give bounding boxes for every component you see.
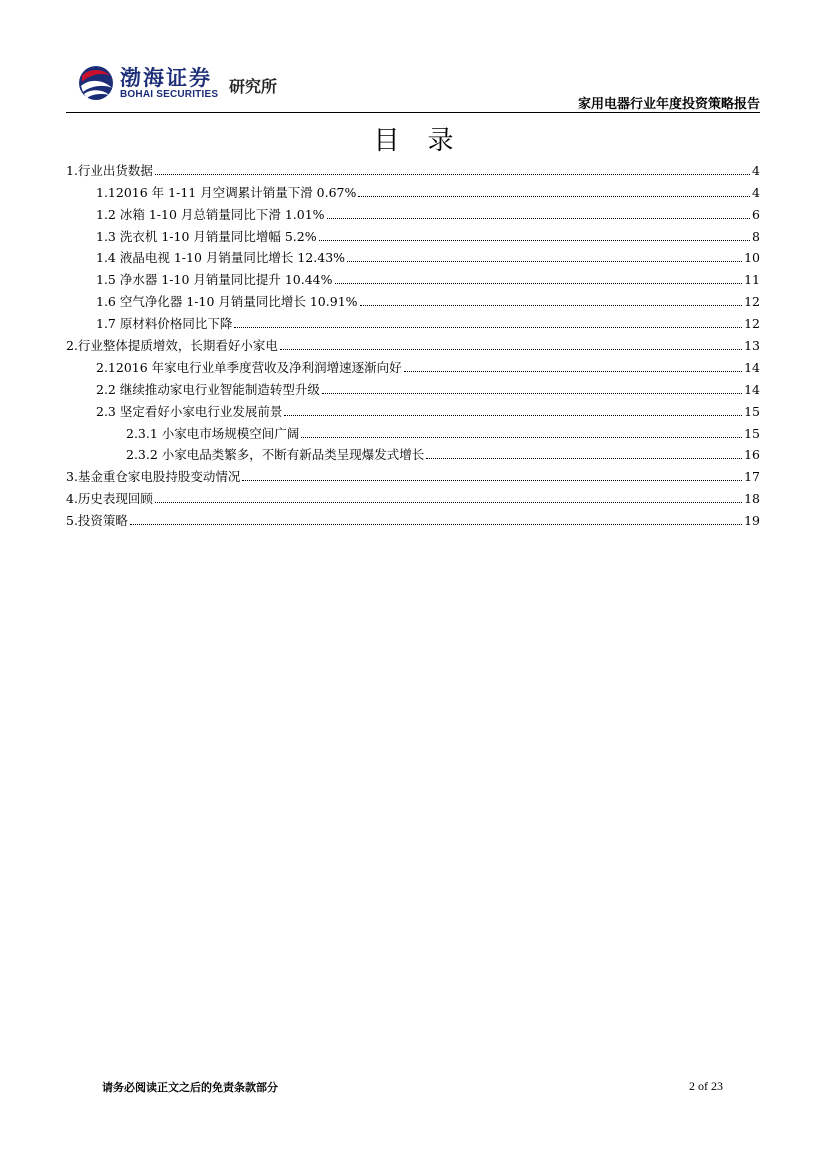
toc-entry-page: 13	[744, 338, 760, 354]
report-title: 家用电器行业年度投资策略报告	[577, 97, 760, 112]
toc-entry[interactable]	[66, 201, 760, 223]
toc-entry-page: 8	[752, 228, 760, 244]
logo-department: 研究所	[229, 77, 278, 96]
toc-entry-label: 2.3.1 小家电市场规模空间广阔	[126, 425, 300, 441]
toc-entry[interactable]	[66, 288, 760, 310]
toc-entry[interactable]	[66, 463, 760, 485]
toc-entry-label: 2.3 坚定看好小家电行业发展前景	[96, 403, 283, 419]
toc-leader-dots	[404, 371, 742, 372]
logo-chinese-name: 渤海证券	[120, 66, 212, 90]
toc-leader-dots	[242, 480, 742, 481]
page-header	[0, 0, 827, 120]
toc-entry[interactable]	[66, 223, 760, 245]
toc-entry[interactable]	[66, 420, 760, 442]
toc-title: 目录	[373, 126, 482, 156]
toc-entry[interactable]	[66, 354, 760, 376]
toc-entry-label: 1.12016 年 1-11 月空调累计销量下滑 0.67%	[96, 184, 357, 200]
toc-leader-dots	[347, 261, 742, 262]
bohai-logo	[78, 58, 223, 106]
toc-entry-page: 4	[752, 162, 760, 178]
toc-entry-label: 1.4 液晶电视 1-10 月销量同比增长 12.43%	[96, 250, 346, 266]
toc-entry[interactable]	[66, 157, 760, 179]
toc-leader-dots	[280, 349, 742, 350]
toc-entry-label: 2.行业整体提质增效，长期看好小家电	[66, 338, 278, 354]
logo-english-name: BOHAI SECURITIES	[120, 89, 219, 100]
toc-leader-dots	[335, 283, 743, 284]
toc-entry-label: 1.2 冰箱 1-10 月总销量同比下滑 1.01%	[96, 206, 325, 222]
toc-entry-page: 4	[752, 184, 760, 200]
toc-leader-dots	[155, 502, 742, 503]
toc-entry-label: 2.2 继续推动家电行业智能制造转型升级	[96, 381, 320, 397]
toc-entry-label: 4.历史表现回顾	[66, 491, 153, 507]
toc-leader-dots	[426, 458, 742, 459]
toc-entry-label: 1.6 空气净化器 1-10 月销量同比增长 10.91%	[96, 294, 358, 310]
footer-disclaimer: 请务必阅读正文之后的免责条款部分	[102, 1081, 278, 1094]
toc-entry-page: 19	[744, 513, 760, 529]
toc-entry-page: 10	[744, 250, 760, 266]
toc-entry[interactable]	[66, 507, 760, 529]
toc-leader-dots	[284, 415, 742, 416]
toc-entry-page: 6	[752, 206, 760, 222]
toc-entry-label: 3.基金重仓家电股持股变动情况	[66, 469, 241, 485]
toc-entry[interactable]	[66, 332, 760, 354]
toc-entry[interactable]	[66, 442, 760, 464]
toc-entry-label: 5.投资策略	[66, 513, 128, 529]
toc-leader-dots	[234, 327, 742, 328]
toc-entry[interactable]	[66, 245, 760, 267]
toc-entry-label: 2.3.2 小家电品类繁多，不断有新品类呈现爆发式增长	[126, 447, 425, 463]
toc-entry[interactable]	[66, 398, 760, 420]
toc-entry[interactable]	[66, 179, 760, 201]
toc-entry-label: 1.3 洗衣机 1-10 月销量同比增幅 5.2%	[96, 228, 317, 244]
toc-entry-page: 12	[744, 294, 760, 310]
footer-page-number: 2 of 23	[689, 1079, 723, 1093]
header-divider	[66, 112, 760, 113]
toc-leader-dots	[130, 524, 742, 525]
toc-entry[interactable]	[66, 310, 760, 332]
toc-entry-label: 1.行业出货数据	[66, 162, 153, 178]
toc-leader-dots	[327, 218, 750, 219]
toc-leader-dots	[360, 305, 743, 306]
toc-entry-label: 1.5 净水器 1-10 月销量同比提升 10.44%	[96, 272, 333, 288]
table-of-contents	[66, 157, 760, 529]
toc-entry-page: 11	[744, 272, 760, 288]
toc-leader-dots	[322, 393, 742, 394]
toc-entry-page: 14	[744, 381, 760, 397]
toc-entry-page: 17	[744, 469, 760, 485]
toc-entry-page: 14	[744, 359, 760, 375]
bohai-logo-icon	[78, 62, 114, 104]
toc-leader-dots	[358, 196, 750, 197]
toc-entry-page: 16	[744, 447, 760, 463]
toc-entry-label: 1.7 原材料价格同比下降	[96, 316, 233, 332]
toc-leader-dots	[319, 240, 750, 241]
toc-entry-page: 15	[744, 403, 760, 419]
toc-entry-page: 15	[744, 425, 760, 441]
toc-leader-dots	[155, 174, 750, 175]
toc-entry[interactable]	[66, 266, 760, 288]
toc-entry-label: 2.12016 年家电行业单季度营收及净利润增速逐渐向好	[96, 359, 402, 375]
toc-entry[interactable]	[66, 376, 760, 398]
toc-entry-page: 18	[744, 491, 760, 507]
toc-leader-dots	[301, 437, 742, 438]
toc-entry[interactable]	[66, 485, 760, 507]
toc-entry-page: 12	[744, 316, 760, 332]
